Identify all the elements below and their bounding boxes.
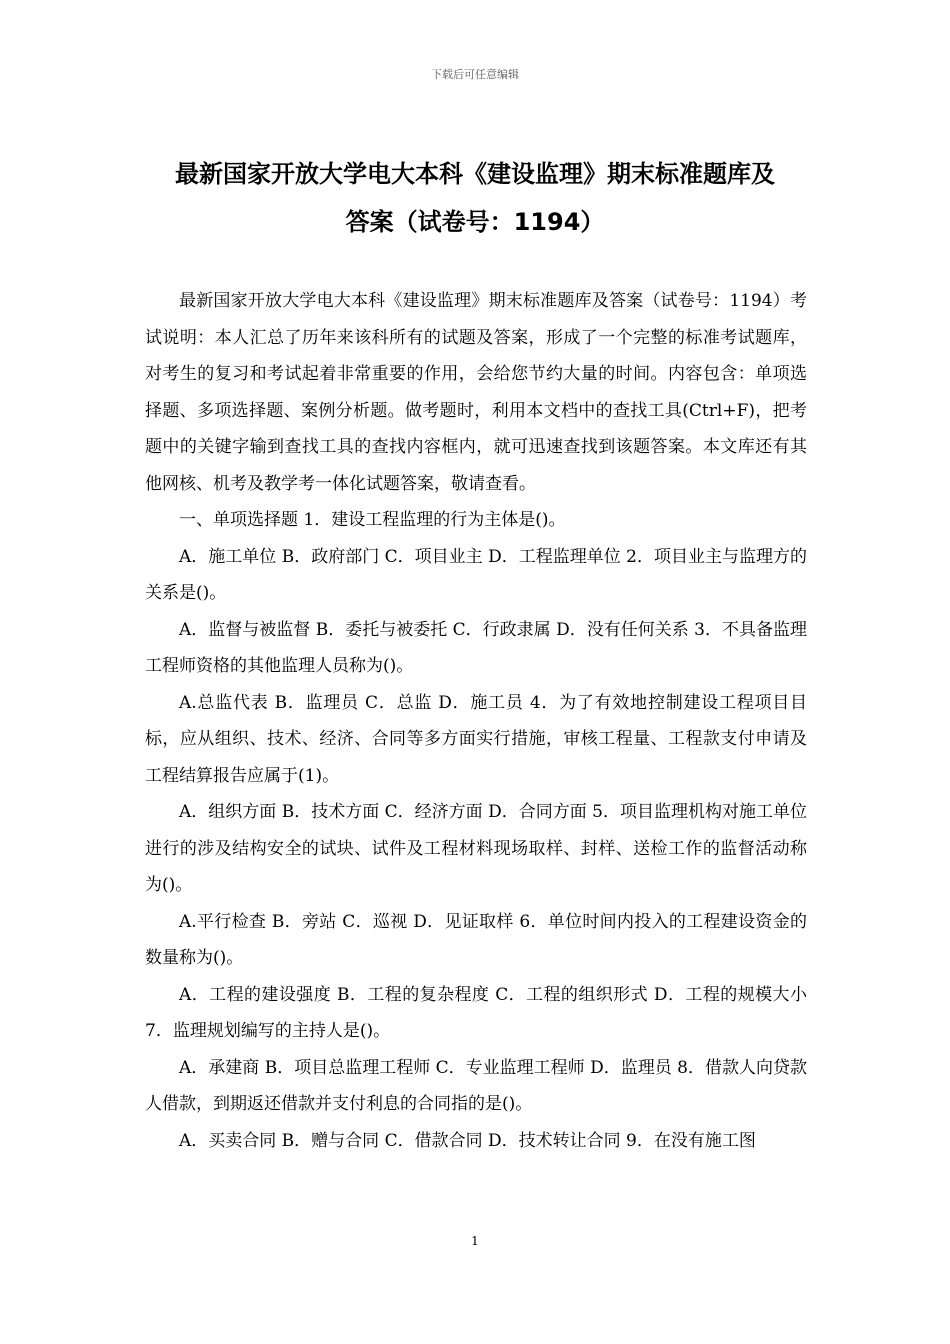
paragraph-q5: A．组织方面 B．技术方面 C．经济方面 D．合同方面 5．项目监理机构对施工单位进行的涉及结构安全的试块、试件及工程材料现场取样、封样、送检工作的监督活动称为()。 <box>145 802 807 895</box>
title-line-1: 最新国家开放大学电大本科《建设监理》期末标准题库及 <box>175 160 775 188</box>
paragraph-q6: A.平行检查 B．旁站 C．巡视 D．见证取样 6．单位时间内投入的工程建设资金的数量称为()。 <box>145 911 807 968</box>
header-note: 下载后可任意编辑 <box>431 68 519 81</box>
paragraph-q8: A．承建商 B．项目总监理工程师 C．专业监理工程师 D．监理员 8．借款人向贷款人借款，到期返还借款并支付利息的合同指的是()。 <box>145 1057 807 1114</box>
paragraph-q9: A．买卖合同 B．赠与合同 C．借款合同 D．技术转让合同 9．在没有施工图 <box>179 1130 756 1151</box>
title-line-2: 答案（试卷号：1194） <box>345 208 605 236</box>
paragraph-intro: 最新国家开放大学电大本科《建设监理》期末标准题库及答案（试卷号：1194）考试说明：本人汇总了历年来该科所有的试题及答案，形成了一个完整的标准考试题库，对考生的复习和考试起着非常重要的作用，会给您节约大量的时间。内容包含：单项选择题、多项选择题、案例分析题。做考题时，利用本文档中的查找工具(Ctrl+F)，把考题中的关键字输到查找工具的查找内容框内，就可迅速查找到该题答案。本文库还有其他网核、机考及教学考一体化试题答案，敬请查看。 <box>145 291 807 494</box>
document-title <box>130 150 820 246</box>
paragraph-q1: 一、单项选择题 1．建设工程监理的行为主体是()。 <box>179 510 566 530</box>
paragraph-q2: A．施工单位 B．政府部门 C．项目业主 D．工程监理单位 2．项目业主与监理方的关系是()。 <box>145 546 807 603</box>
document-body <box>145 283 807 1159</box>
paragraph-q3: A．监督与被监督 B．委托与被委托 C．行政隶属 D．没有任何关系 3．不具备监理工程师资格的其他监理人员称为()。 <box>145 619 807 676</box>
paragraph-q7: A．工程的建设强度 B．工程的复杂程度 C．工程的组织形式 D．工程的规模大小 7．监理规划编写的主持人是()。 <box>145 984 807 1041</box>
page-number: 1 <box>471 1234 479 1248</box>
paragraph-q4: A.总监代表 B．监理员 C．总监 D．施工员 4．为了有效地控制建设工程项目目标，应从组织、技术、经济、合同等多方面实行措施，审核工程量、工程款支付申请及工程结算报告应属于(1)。 <box>145 692 807 786</box>
